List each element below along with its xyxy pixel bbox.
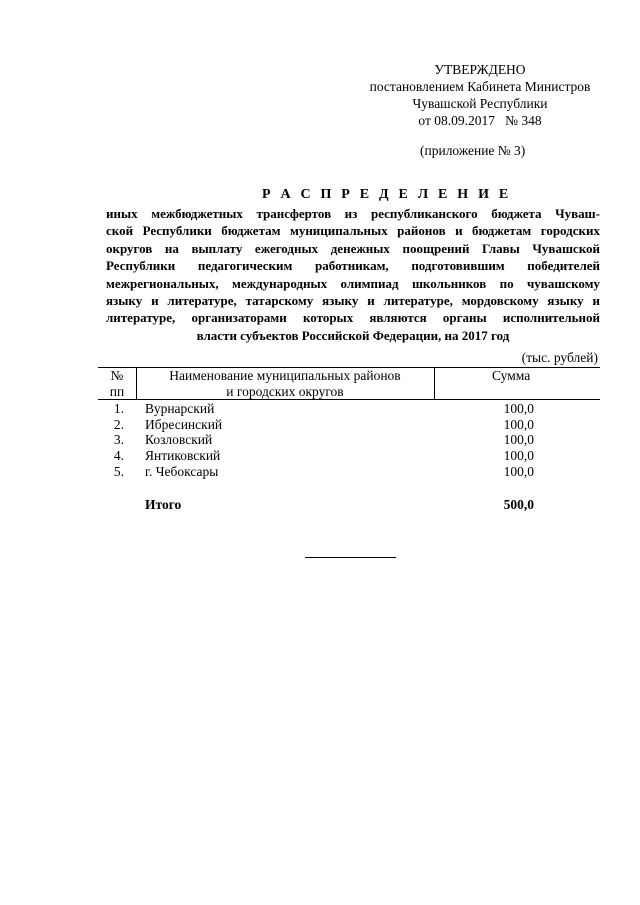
subtitle-line: литературе, организаторами которых являются органы исполнительной bbox=[106, 310, 600, 326]
subtitle-line: иных межбюджетных трансфертов из республиканского бюджета Чуваш- bbox=[106, 206, 600, 221]
row-number: 5. bbox=[113, 464, 124, 479]
units-label: (тыс. рублей) bbox=[521, 350, 598, 365]
approval-issuer: постановлением Кабинета Министров bbox=[369, 79, 591, 94]
row-sum: 100,0 bbox=[503, 417, 534, 432]
subtitle-line: языку и литературе, татарскому языку и литературе, мордовскому языку и bbox=[106, 292, 600, 308]
row-district-name: Вурнарский bbox=[145, 401, 215, 416]
row-sum: 100,0 bbox=[503, 432, 534, 447]
row-district-name: Янтиковский bbox=[145, 448, 221, 463]
column-header-number: № пп bbox=[109, 368, 125, 399]
column-header-sum: Сумма bbox=[492, 368, 531, 383]
subtitle-line: Республики педагогическим работникам, подготовившим победителей bbox=[106, 258, 600, 274]
row-district-name: Козловский bbox=[145, 432, 213, 447]
row-district-name: Ибресинский bbox=[145, 417, 223, 432]
subtitle-line: округов на выплату ежегодных денежных поощрений Главы Чувашской bbox=[106, 240, 600, 256]
row-number: 2. bbox=[113, 417, 124, 432]
total-sum: 500,0 bbox=[503, 497, 534, 512]
row-sum: 100,0 bbox=[503, 448, 534, 463]
row-sum: 100,0 bbox=[503, 401, 534, 416]
total-label: Итого bbox=[145, 497, 182, 512]
column-header-name: Наименование муниципальных районов и городских округов bbox=[169, 368, 401, 399]
approval-republic: Чувашской Республики bbox=[412, 96, 548, 111]
subtitle-line: власти субъектов Российской Федерации, на 2017 год bbox=[196, 327, 510, 343]
end-of-document-line bbox=[305, 557, 396, 558]
row-district-name: г. Чебоксары bbox=[145, 464, 219, 479]
row-number: 3. bbox=[113, 432, 124, 447]
row-sum: 100,0 bbox=[503, 464, 534, 479]
row-number: 4. bbox=[113, 448, 124, 463]
subtitle-line: ской Республики бюджетам муниципальных районов и бюджетам городских bbox=[106, 223, 600, 239]
approval-date-number: от 08.09.2017 № 348 bbox=[418, 113, 542, 128]
approval-title: УТВЕРЖДЕНО bbox=[434, 62, 526, 77]
subtitle-line: межрегиональных, международных олимпиад школьников по чувашскому bbox=[106, 275, 600, 291]
document-title: Р А С П Р Е Д Е Л Е Н И Е bbox=[262, 187, 512, 202]
row-number: 1. bbox=[113, 401, 124, 416]
approval-stamp bbox=[360, 61, 600, 129]
document-subtitle bbox=[106, 205, 600, 344]
appendix-label: (приложение № 3) bbox=[420, 143, 526, 158]
